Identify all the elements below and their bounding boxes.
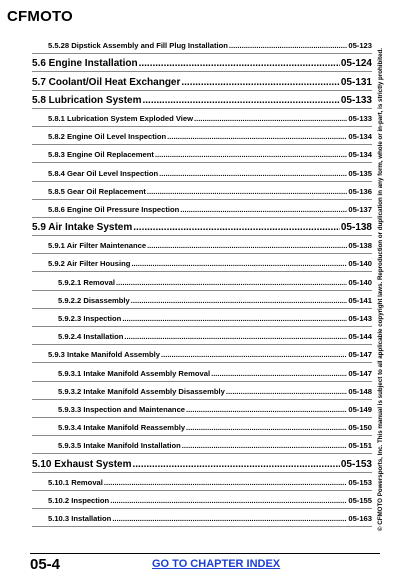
toc-entry-title: 5.8.3 Engine Oil Replacement	[48, 150, 154, 160]
toc-entry-title: 5.9.2.4 Installation	[58, 332, 124, 342]
toc-entry[interactable]	[32, 54, 372, 72]
toc-entry[interactable]	[32, 236, 372, 254]
toc-entry[interactable]	[32, 91, 372, 109]
toc-entry[interactable]	[32, 127, 372, 145]
dot-leader	[147, 187, 347, 196]
toc-entry-page: 05-131	[340, 76, 372, 88]
dot-leader	[104, 478, 347, 487]
toc-entry-page: 05-153	[348, 477, 372, 487]
toc-entry[interactable]	[32, 436, 372, 454]
toc-entry-page: 05-155	[348, 495, 372, 505]
toc-entry-page: 05-138	[348, 241, 372, 251]
toc-entry-page: 05-143	[348, 314, 372, 323]
toc-entry[interactable]	[32, 36, 372, 54]
toc-entry-title: 5.8.2 Engine Oil Level Inspection	[48, 132, 167, 142]
dot-leader	[226, 387, 347, 396]
toc-entry-page: 05-150	[348, 423, 372, 433]
toc-entry-title: 5.10.1 Removal	[48, 477, 103, 487]
toc-entry-title: 5.7 Coolant/Oil Heat Exchanger	[32, 76, 181, 88]
dot-leader	[155, 150, 347, 159]
toc-entry[interactable]	[32, 182, 372, 200]
dot-leader	[161, 350, 347, 359]
toc-entry-title: 5.8.5 Gear Oil Replacement	[48, 186, 146, 196]
dot-leader	[147, 241, 347, 250]
toc-entry-title: 5.9.2.1 Removal	[58, 277, 115, 287]
dot-leader	[186, 423, 347, 432]
dot-leader	[180, 205, 347, 214]
dot-leader	[194, 114, 347, 123]
toc-entry[interactable]	[32, 200, 372, 218]
dot-leader	[139, 58, 340, 69]
toc-entry-title: 5.9.3 Intake Manifold Assembly	[48, 350, 160, 360]
toc-entry[interactable]	[32, 418, 372, 436]
toc-entry-title: 5.5.28 Dipstick Assembly and Fill Plug Installation	[48, 41, 228, 51]
toc-entry[interactable]	[32, 509, 372, 527]
toc-entry[interactable]	[32, 382, 372, 400]
dot-leader	[211, 369, 347, 378]
dot-leader	[122, 314, 347, 323]
toc-entry-page: 05-153	[340, 458, 372, 470]
toc-entry[interactable]	[32, 72, 372, 90]
dot-leader	[116, 278, 347, 287]
dot-leader	[112, 514, 347, 523]
toc-entry-title: 5.9.1 Air Filter Maintenance	[48, 241, 147, 251]
toc-entry-title: 5.8 Lubrication System	[32, 94, 142, 106]
table-of-contents	[32, 36, 372, 527]
toc-entry-page: 05-134	[348, 150, 372, 160]
dot-leader	[110, 496, 347, 505]
toc-entry[interactable]	[32, 454, 372, 472]
toc-entry-page: 05-136	[348, 186, 372, 196]
toc-entry-page: 05-163	[348, 514, 372, 524]
toc-entry-page: 05-147	[348, 350, 372, 360]
toc-entry-page: 05-137	[348, 204, 372, 214]
dot-leader	[142, 95, 339, 106]
toc-entry-page: 05-124	[340, 58, 372, 70]
toc-entry-page: 05-149	[348, 404, 372, 414]
toc-entry-page: 05-148	[348, 386, 372, 396]
dot-leader	[159, 169, 347, 178]
toc-entry-page: 05-144	[348, 332, 372, 342]
toc-entry[interactable]	[32, 363, 372, 381]
toc-entry-title: 5.8.1 Lubrication System Exploded View	[48, 113, 194, 123]
toc-entry-title: 5.6 Engine Installation	[32, 58, 138, 70]
dot-leader	[133, 459, 340, 470]
dot-leader	[131, 259, 347, 268]
toc-entry-page: 05-141	[348, 295, 372, 305]
footer-divider	[30, 553, 380, 554]
copyright-notice: © CFMOTO Powersports, Inc. This manual is subject to all applicable copyright laws. Reproduction or duplication in any form, whole or in-part, is strictly prohibited.	[377, 47, 384, 531]
toc-entry-page: 05-140	[348, 277, 372, 287]
toc-entry-page: 05-147	[348, 368, 372, 378]
toc-entry-title: 5.9.3.4 Intake Manifold Reassembly	[58, 423, 186, 433]
dot-leader	[124, 332, 347, 341]
dot-leader	[133, 222, 340, 233]
toc-entry[interactable]	[32, 473, 372, 491]
toc-entry-title: 5.9.3.3 Inspection and Maintenance	[58, 404, 186, 414]
toc-entry-title: 5.9.2.3 Inspection	[58, 314, 122, 323]
page-number: 05-4	[30, 556, 61, 573]
toc-entry-title: 5.9.3.1 Intake Manifold Assembly Removal	[58, 368, 211, 378]
toc-entry[interactable]	[32, 345, 372, 363]
toc-entry[interactable]	[32, 163, 372, 181]
toc-entry-page: 05-134	[348, 132, 372, 142]
toc-entry-page: 05-123	[348, 41, 372, 51]
toc-entry-title: 5.8.6 Engine Oil Pressure Inspection	[48, 204, 180, 214]
toc-entry-page: 05-140	[348, 259, 372, 269]
toc-entry-title: 5.8.4 Gear Oil Level Inspection	[48, 168, 159, 178]
toc-entry-title: 5.10 Exhaust System	[32, 458, 132, 470]
toc-entry-page: 05-133	[340, 94, 372, 106]
toc-entry[interactable]	[32, 145, 372, 163]
toc-entry[interactable]	[32, 491, 372, 509]
toc-entry[interactable]	[32, 400, 372, 418]
toc-entry-page: 05-133	[348, 113, 372, 123]
toc-entry[interactable]	[32, 109, 372, 127]
dot-leader	[131, 296, 348, 305]
dot-leader	[186, 405, 347, 414]
toc-entry-title: 5.10.3 Installation	[48, 514, 112, 524]
toc-entry[interactable]	[32, 218, 372, 236]
toc-entry-title: 5.9.3.2 Intake Manifold Assembly Disassembly	[58, 386, 225, 396]
toc-entry[interactable]	[32, 272, 372, 290]
chapter-index-link[interactable]: GO TO CHAPTER INDEX	[152, 558, 281, 570]
toc-entry[interactable]	[32, 309, 372, 327]
dot-leader	[229, 41, 347, 50]
toc-entry-page: 05-135	[348, 168, 372, 178]
toc-entry-title: 5.9 Air Intake System	[32, 222, 133, 234]
dot-leader	[167, 132, 347, 141]
toc-entry-title: 5.10.2 Inspection	[48, 495, 110, 505]
dot-leader	[182, 441, 348, 450]
toc-entry[interactable]	[32, 327, 372, 345]
toc-entry-page: 05-138	[340, 222, 372, 234]
toc-entry[interactable]	[32, 291, 372, 309]
toc-entry-page: 05-151	[348, 441, 372, 451]
toc-entry-title: 5.9.2 Air Filter Housing	[48, 259, 131, 269]
toc-entry[interactable]	[32, 254, 372, 272]
dot-leader	[181, 77, 339, 88]
toc-entry-title: 5.9.3.5 Intake Manifold Installation	[58, 441, 181, 451]
toc-entry-title: 5.9.2.2 Disassembly	[58, 295, 130, 305]
brand-header: CFMOTO	[7, 8, 73, 25]
